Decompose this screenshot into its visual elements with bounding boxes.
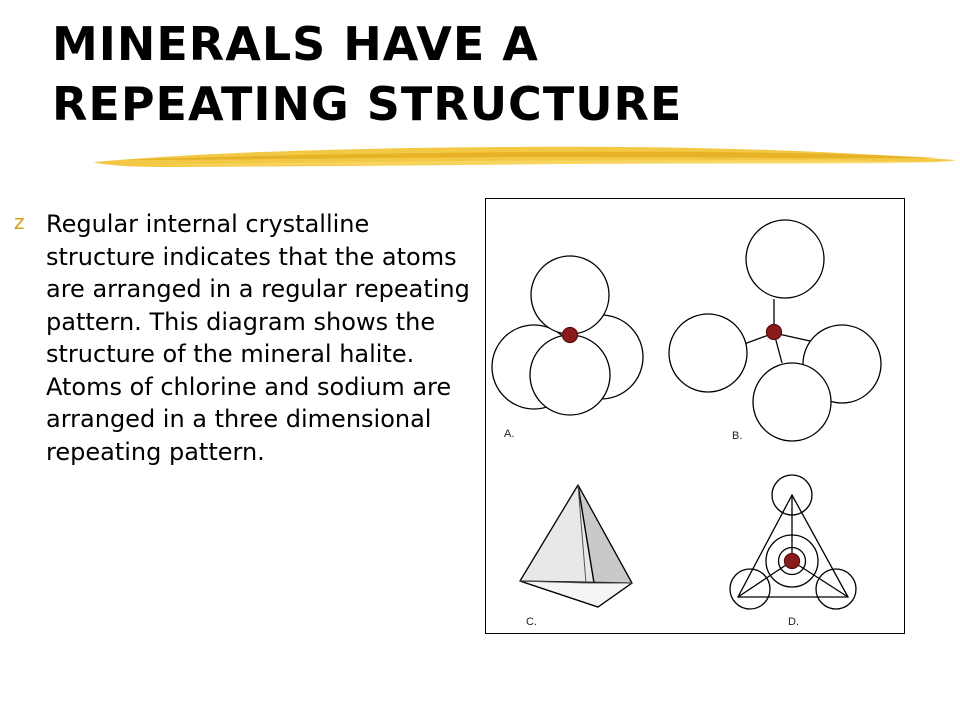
- yellow-brush-stroke-divider: [90, 138, 960, 174]
- title-line-2: REPEATING STRUCTURE: [52, 77, 683, 131]
- panel-b-label: B.: [732, 430, 743, 442]
- bullet-icon: z: [14, 210, 25, 234]
- panel-d-label: D.: [788, 616, 799, 628]
- halite-structure-figure: [485, 198, 905, 634]
- panel-d-diagram: [730, 475, 856, 609]
- panel-b-diagram: [669, 220, 881, 441]
- bullet-text: Regular internal crystalline structure indicates that the atoms are arranged in a regular repeating pattern. This diagram shows the structure of the mineral halite. Atoms of chlorine and sodium are arranged in a three dimensional repeating pattern.: [46, 210, 470, 466]
- slide-title: [52, 14, 912, 134]
- panel-c-tetrahedron: [520, 485, 632, 607]
- panel-b-atom: [767, 325, 782, 340]
- bullet-point: [14, 208, 484, 468]
- panel-c-label: C.: [526, 616, 537, 628]
- panel-a-diagram: [492, 256, 643, 415]
- panel-d-atom: [785, 554, 800, 569]
- panel-a-atom: [563, 328, 578, 343]
- title-line-1: MINERALS HAVE A: [52, 17, 539, 71]
- panel-a-label: A.: [504, 428, 515, 440]
